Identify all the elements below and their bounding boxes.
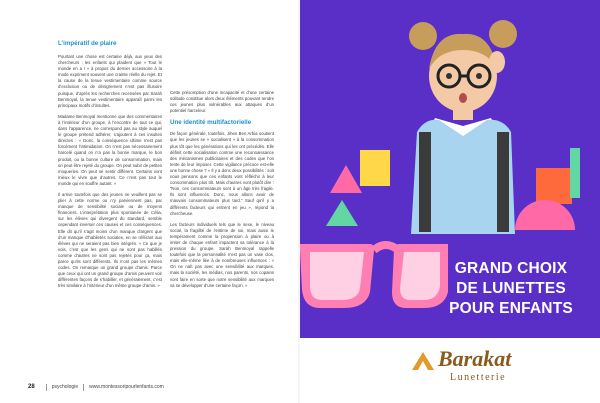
page-number: 28 bbox=[28, 384, 35, 390]
divider bbox=[83, 384, 84, 391]
ad-headline bbox=[432, 259, 590, 319]
paragraph: Pourtant une chose est certaine déjà, aux yeux des chercheurs : les enfants qui plaident que « Tout le monde en a ! » à propos du dernier accessoire à la mode expriment souvent une crainte réelle du rejet. Et la cause de la tenue vestimentaire comme source d’exclusion ou de dénigrement n’est pas illusoire puisque, d’après les recherches recensées par Sarah Benmoyal, la tenue vestimentaire apparaît parmi les principaux motifs d’insultes. bbox=[58, 54, 162, 108]
divider bbox=[46, 384, 47, 391]
paragraph: Cette présomption d’une incapacité et d’une certaine solitude constitue alors deux éléments pouvant rendre ces jeunes plus vulnérables aux attaques d’un potentiel harceleur. bbox=[170, 90, 274, 114]
mint-bar-shape bbox=[570, 148, 580, 198]
yellow-square-shape bbox=[360, 150, 390, 186]
headline-line: POUR ENFANTS bbox=[449, 300, 573, 317]
orange-square-shape bbox=[536, 168, 572, 204]
headline-line: GRAND CHOIX bbox=[454, 260, 568, 277]
section-heading: Une identité multifactorielle bbox=[170, 119, 252, 127]
paragraph: Madame Benmoyal mentionne que des commentaires à l’intérieur d’un groupe, à l’encontre de tout ce qui, dans l’apparence, ne correspond pas au style auquel le groupe prétend adhérer, s’ajoutent à ces insultes directes : « Donc, la conséquence ultime n’est pas forcément l’intimidation. On n’est pas nécessairement harcelé quand on n’a pas la bonne marque, le bon produit, ou la bonne culture de consommation, mais on peut être rejeté du groupe. On peut subir de petites moqueries. On peut se sentir différent. Certains vont mieux le vivre que d’autres. Ce n’est pas tout le monde qui en souffre autant. » bbox=[58, 113, 162, 186]
section-heading: L’impératif de plaire bbox=[58, 40, 117, 47]
pink-glasses-image bbox=[300, 238, 450, 318]
paragraph: Il arrive toutefois que des jeunes ne veuillent pas se plier à cette norme ou n’y parviennent pas, par manque de sensibilité sociale ou de moyens financiers. L’interprétation plus spontanée de Célia, sur les élèves qui divergent du standard, semble cependant inverser ces causes et ces conséquences. Elle dit qu’il s’agit moins d’un manque d’argent que d’un manque d’habiletés sociales, en se référant aux élèves qui ne seraient pas bien intégrés. « Ce que je vois, c’est que les gens qui ne sont pas habillés comme d’autres ne sont pas rejetés pour ça, mais parce qu’ils sont différents. Ils n’ont pas les mêmes codes. On remarque un grand groupe d’amis. Parce que ceux qui ont un grand groupe d’amis peuvent voir différentes façons de s’habiller, et généralement, c’est très similaire à l’intérieur d’un même groupe d’amis. » bbox=[58, 191, 162, 289]
right-page bbox=[300, 0, 600, 403]
child-with-glasses-image bbox=[395, 14, 535, 234]
paragraph: De façon générale, toutefois, Jihen Ben Arbia soutient que les jeunes se « socialisent » à la consommation plus tôt que les générations qui les ont précédés. Elle définit cette socialisation comme une reconnaissance des mécanismes publicitaires et des codes que l’on tente de leur imposer. Cette vigilance précoce est-elle une bonne chose ? « Il y a donc deux possibilités : soit nous pensons que ces enfants vont réfléchir à leur consommation plus tôt. Mais d’autres vont plutôt dire : “Non, ces consommateurs sont à un âge très fragile. Ils sont influencés. Donc, nous allons avoir de mauvais consommateurs plus tard.” Sauf qu’il y a différents facteurs qui entrent en jeu », répond la chercheuse. bbox=[170, 131, 274, 216]
paragraph: Les facteurs individuels tels que le sexe, le niveau social, la fragilité de l’estime de soi, mais aussi le tempérament comme la propension à plaire ou à imiter de chaque enfant impactent sa tolérance à la pression du groupe. Sarah Benmoyal rappelle toutefois que la personnalité n’est pas un vase clos, mais elle-même liée à de nombreuses influences : « On ne naît pas avec une sensibilité aux marques, mais la société, les médias, nos parents, nos copains vont faire en sorte que notre sensibilité aux marques va se développer d’une certaine façon. » bbox=[170, 221, 274, 288]
mint-triangle-shape bbox=[326, 200, 358, 226]
section-label: psychologie bbox=[51, 384, 79, 390]
brand-name: Barakat bbox=[438, 346, 512, 371]
barakat-logo-icon bbox=[410, 348, 436, 374]
column-2 bbox=[170, 90, 274, 294]
page-footer bbox=[28, 382, 278, 392]
headline-line: DE LUNETTES bbox=[456, 280, 566, 297]
brand-subtitle: Lunetterie bbox=[450, 372, 507, 383]
website-link[interactable]: www.montessoripourlenfants.com bbox=[89, 384, 164, 390]
column-1 bbox=[58, 40, 162, 294]
eyewear-advertisement bbox=[300, 0, 600, 403]
pink-triangle-shape bbox=[330, 165, 362, 193]
